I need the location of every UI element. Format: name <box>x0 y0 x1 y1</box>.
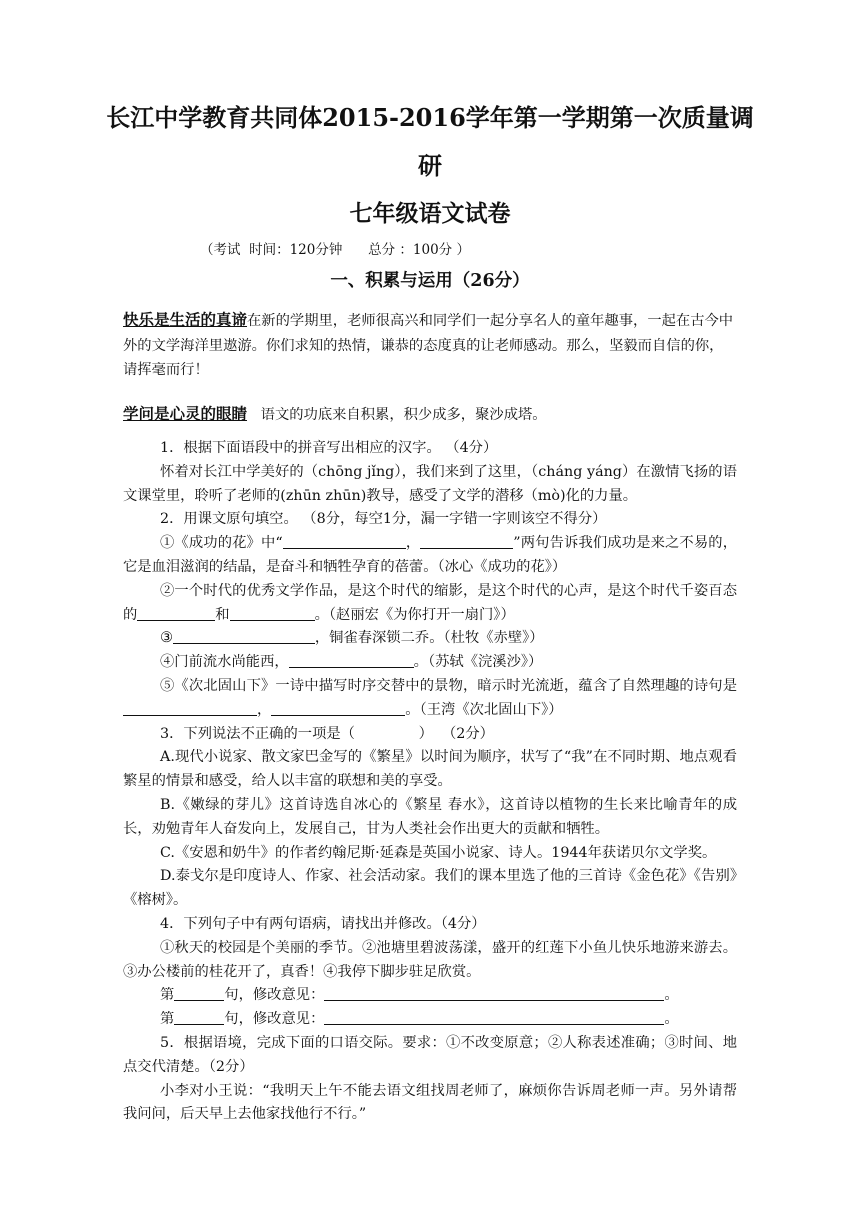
exam-subtitle: 七年级语文试卷 <box>349 200 511 227</box>
answer-blank[interactable] <box>283 533 406 549</box>
q2-item-3-text-b: ，铜雀春深锁二乔。（杜牧《赤壁》） <box>314 630 544 647</box>
q2-item-1-text-a: ①《成功的花》中“ <box>160 535 283 552</box>
exam-meta: （考试 时间：120分钟 总分 ：100分 ） <box>200 242 470 258</box>
answer-blank[interactable] <box>271 700 405 716</box>
q3-option-d: D.泰戈尔是印度诗人、作家、社会活动家。我们的课本里选了他的三首诗《金色花》《告别》《榕树》。 <box>123 868 737 909</box>
q2-item-1-text-b: ， <box>405 535 421 552</box>
q4-fill-2 <box>123 1008 737 1032</box>
q3-option-c: C.《安恩和奶牛》的作者约翰尼斯·延森是英国小说家、诗人。1944年获诺贝尔文学奖。 <box>160 844 717 861</box>
q3-option-b: B.《嫩绿的芽儿》这首诗选自冰心的《繁星 春水》，这首诗以植物的生长来比喻青年的成长，劝勉青年人奋发向上，发展自己，甘为人类社会作出更大的贡献和牺牲。 <box>123 796 737 837</box>
answer-blank[interactable] <box>420 533 513 549</box>
q2-item-3-text-a: ③ <box>160 630 173 647</box>
q3-option-a: A.现代小说家、散文家巴金写的《繁星》以时间为顺序，状写了“我”在不同时期、地点观看繁星的情景和感受，给人以丰富的联想和美的享受。 <box>123 749 737 790</box>
q2-item-5-text-b: ， <box>257 701 272 718</box>
exam-title-line2: 研 <box>418 151 442 180</box>
q3-stem: 3．下列说法不正确的一项是（ ） （2分） <box>160 725 494 742</box>
answer-blank[interactable] <box>123 700 257 716</box>
q4-fill-1 <box>123 984 737 1008</box>
q2-item-2 <box>123 580 737 628</box>
q1-stem: 1．根据下面语段中的拼音写出相应的汉字。 （4分） <box>160 440 498 456</box>
q2-item-2-text-a: ②一个时代的优秀文学作品，是这个时代的缩影，是这个时代的心声，是这个时代千姿百态的 <box>123 582 737 623</box>
intro-lead-1: 快乐是生活的真谛 <box>123 310 248 329</box>
q2-item-1 <box>123 532 737 580</box>
q2-item-4-text-b: 。（苏轼《浣溪沙》） <box>413 654 543 671</box>
q2-item-5-text-a: ⑤《次北固山下》一诗中描写时序交替中的景物，暗示时光流逝，蕴含了自然理趣的诗句是 <box>160 677 737 694</box>
section-heading: 一、积累与运用（26分） <box>330 271 530 291</box>
q2-item-2-text-b: 和 <box>215 606 230 623</box>
q1-text: 怀着对长江中学美好的（chōng jǐng），我们来到了这里，（cháng yáng）在激情飞扬的语文课堂里，聆听了老师的(zhūn zhūn)教导，感受了文学的潜移（mò)化的力量。 <box>123 463 737 504</box>
answer-blank[interactable] <box>289 652 414 668</box>
exam-title-line1: 长江中学教育共同体2015-2016学年第一学期第一次质量调 <box>106 103 754 132</box>
answer-blank[interactable] <box>324 985 664 1001</box>
answer-blank[interactable] <box>174 1009 224 1025</box>
q2-item-4-text-a: ④门前流水尚能西， <box>160 654 289 671</box>
q4-fill-2-prefix: 第 <box>160 1011 175 1028</box>
q2-stem: 2．用课文原句填空。 （8分，每空1分，漏一字错一字则该空不得分） <box>160 511 607 528</box>
answer-blank[interactable] <box>174 985 224 1001</box>
q4-fill-1-label: 句，修改意见： <box>224 987 325 1004</box>
q2-item-2-text-c: 。（赵丽宏《为你打开一扇门》） <box>314 606 515 623</box>
q2-item-5 <box>123 675 737 723</box>
q4-fill-1-suffix: 。 <box>664 987 679 1004</box>
intro-lead-2: 学问是心灵的眼睛 <box>123 404 248 423</box>
intro-paragraph-1 <box>123 308 737 383</box>
answer-blank[interactable] <box>137 605 215 621</box>
intro-paragraph-2 <box>123 402 737 428</box>
answer-blank[interactable] <box>324 1009 664 1025</box>
q5-text: 小李对小王说：“我明天上午不能去语文组找周老师了，麻烦你告诉周老师一声。另外请帮我问问，后天早上去他家找他行不行。” <box>123 1082 737 1123</box>
q4-fill-1-prefix: 第 <box>160 987 175 1004</box>
q2-item-4 <box>123 651 737 675</box>
intro-text-2: 语文的功底来自积累，积少成多，聚沙成塔。 <box>247 407 547 423</box>
answer-blank[interactable] <box>230 605 315 621</box>
answer-blank[interactable] <box>173 628 315 644</box>
q5-stem: 5．根据语境，完成下面的口语交际。要求：①不改变原意；②人称表述准确；③时间、地点交代清楚。（2分） <box>123 1034 737 1075</box>
q4-text: ①秋天的校园是个美丽的季节。②池塘里碧波荡漾，盛开的红莲下小鱼儿快乐地游来游去。③办公楼前的桂花开了，真香！④我停下脚步驻足欣赏。 <box>123 939 737 980</box>
q2-item-3 <box>123 627 737 651</box>
q2-item-5-text-c: 。（王湾《次北固山下》） <box>405 701 563 718</box>
questions-block <box>123 437 737 1127</box>
q4-fill-2-suffix: 。 <box>664 1011 679 1028</box>
q2-item-1-text-c: ”两句告诉我们成功是来之不易的，它是血泪滋润的结晶，是奋斗和牺牲孕育的蓓蕾。（冰心《成功的花》） <box>123 535 738 575</box>
intro-text-1: 在新的学期里，老师很高兴和同学们一起分享名人的童年趣事，一起在古今中外的文学海洋里遨游。你们求知的热情，谦恭的态度真的让老师感动。那么，坚毅而自信的你，请挥毫而行！ <box>123 313 734 378</box>
q4-fill-2-label: 句，修改意见： <box>224 1011 325 1028</box>
q4-stem: 4．下列句子中有两句语病，请找出并修改。（4分） <box>160 915 486 932</box>
